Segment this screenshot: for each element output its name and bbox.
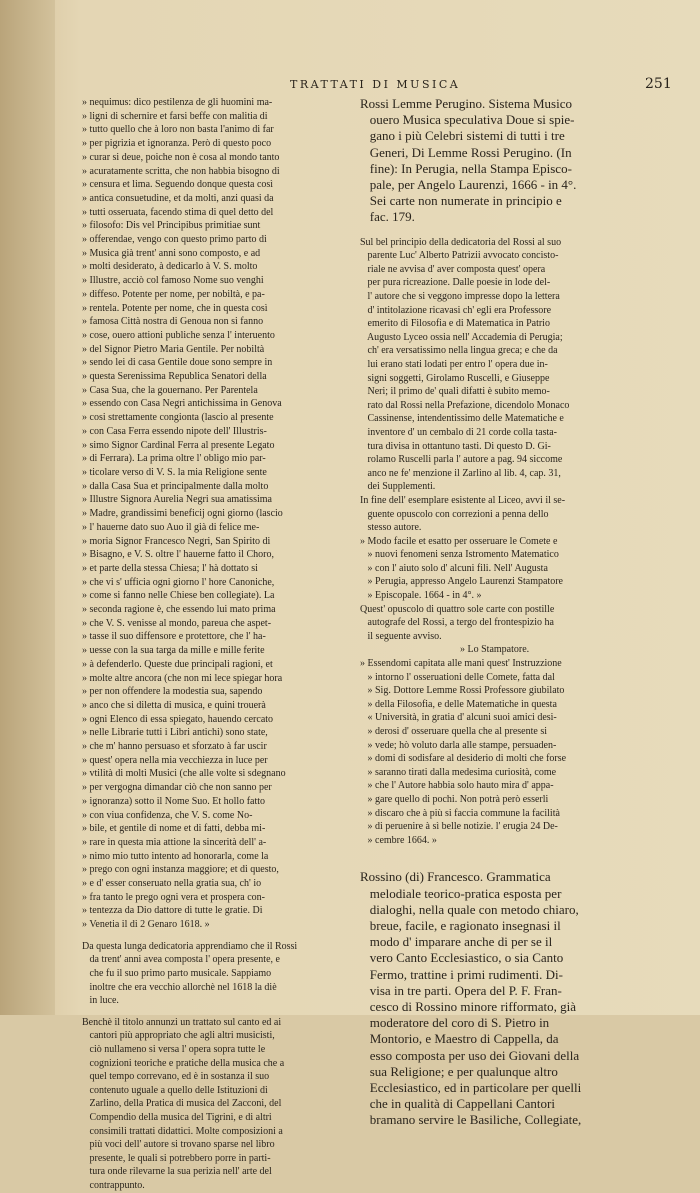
commentary-note: Benchè il titolo annunzi un trattato sul canto ed ai cantori più appropriato che agli altri musicisti, ciò nullameno si versa l' opera sopra tutte le cognizioni teoriche e pratiche della musica che a quel tempo correvano, ed è in sostanza il suo contenuto uguale a quello delle Istituzioni di Zarlino, della Pratica di musica del Zacconi, del Compendio della musica del Tigrini, e di altri consimili trattati didattici. Molte composizioni a più voci dell' autore si trovano sparse nel libro presente, le quali si potrebbero porre in parti- tura onde rilevarne la sua perizia nell' arte del contrappunto. [82, 1016, 285, 1191]
commentary-note: In fine dell' esemplare esistente al Liceo, avvi il se- guente opuscolo con correzioni a penna dello stesso autore. [360, 494, 566, 534]
right-column [360, 96, 672, 1129]
opuscolo-title: » Modo facile et esatto per osseruare le Comete e » nuovi fenomeni senza Istromento Matematico » con l' aiuto solo d' alcuni fili. Nell' Augusta » Perugia, appresso Angelo Laurenzi Stampatore » Episcopale. 1664 - in 4°. » [360, 535, 563, 602]
page-number: 251 [645, 76, 672, 92]
catalog-entry-rossino: Rossino (di) Francesco. Grammatica melodiale teorico-pratica esposta per dialoghi, nella quale con metodo chiaro, breue, facile, e ragionato insegnasi il modo d' imparare anche di per se il vero Canto Ecclesiastico, o sia Canto Fermo, trattine i primi rudimenti. Di- visa in tre parti. Opera del P. F. Fran- cesco di Rossino minore rifformato, già moderatore del coro di S. Pietro in Montorio, e Maestro di Cappella, da esso composta per uso dei Giovani della sua Religione; e per qualunque altro Ecclesiastico, ed in particolare per quelli che in qualità di Cappellani Cantori bramano servire le Basiliche, Collegiate, [360, 869, 582, 1128]
commentary-note: Sul bel principio della dedicatoria del Rossi al suo parente Luc' Alberto Patrizii avvocato concisto- riale ne avvisa d' aver composta quest' opera per pura ricreazione. Dalle poesie in lode del- l' autore che si veggono impresse dopo la lettera d' intitolazione ricavasi ch' egli era Professore emerito di Filosofia e di Matematica in Patrio Augusto Lyceo ossia nell' Accademia di Perugia; ch' era versatissimo nella lingua greca; e che da lui erano stati lodati per entro l' opera due in- signi soggetti, Girolamo Ruscelli, e Giuseppe Neri; il primo de' quali difatti è subito memo- rato dal Rossi nella Prefazione, dicendolo Monaco Cassinense, intendentissimo delle Matematiche e inventore d' un cembalo di 21 corde colla tasta- tura divisa in ottantuno tasti. Di questo D. Gi- rolamo Ruscelli parla l' autore a pag. 94 siccome anco ne fe' menzione il Zarlino al lib. 4, cap. 31, dei Supplementi. [360, 236, 570, 493]
left-column [82, 96, 350, 1193]
running-title: TRATTATI DI MUSICA [290, 78, 461, 91]
catalog-entry-rossi: Rossi Lemme Perugino. Sistema Musico ouero Musica speculativa Doue si spie- gano i più Celebri sistemi di tutti i tre Generi, Di Lemme Rossi Perugino. (In fine): In Perugia, nella Stampa Episco- pale, per Angelo Laurenzi, 1666 - in 4°. Sei carte non numerate in principio e fac. 179. [360, 96, 577, 225]
commentary-note: Da questa lunga dedicatoria apprendiamo che il Rossi da trent' anni avea composta l' opera presente, e che fu il suo primo parto musicale. Sappiamo inoltre che era vecchio allorchè nel 1618 la diè in luce. [82, 940, 298, 1007]
book-gutter [0, 0, 55, 1015]
commentary-note: Quest' opuscolo di quattro sole carte con postille autografe del Rossi, a tergo del frontespizio ha il seguente avviso. [360, 603, 555, 642]
printer-notice: » Essendomi capitata alle mani quest' Instruzzione » intorno l' osseruationi delle Comete, fatta dal » Sig. Dottore Lemme Rossi Professore giubilato » della Filosofia, e delle Matematiche in questa « Università, in gratia d' alcuni suoi amici desi- » derosi d' osseruare quella che al presente si » vede; hò voluto darla alle stampe, persuaden- » domi di sodisfare al desiderio di molti che forse » saranno tirati dalla medesima curiosità, come » che l' Autore habbia solo hauto mira d' appa- » gare quello di pochi. Non potrà però esserli » discaro che à più si faccia commune la facilità » di peruenire à sì belle notizie. l' erugia 24 De- » cembre 1664. » [360, 658, 567, 846]
stampatore-heading: » Lo Stampatore. [460, 644, 530, 656]
dedication-letter: » nequimus: dico pestilenza de gli huomini ma- » ligni di schernire et farsi beffe con malitia di » tutto quello che à loro non basta l'animo di far » per pigrizia et ignoranza. Però di questo poco » curar si deue, poiche non è cosa al mondo tanto » acuratamente scritta, che non habbia bisogno di » censura et lima. Seguendo donque questa così » antica consuetudine, et da molti, anzi quasi da » tutti osseruata, facendo stima di quel detto del » filosofo: Dis vel Principibus primitiae sunt » offerendae, vengo con questo primo parto di » Musica già trent' anni sono composto, e ad » molti desiderato, à dedicarlo à V. S. molto » Illustre, acciò col famoso Nome suo venghi » diffeso. Potente per nome, per nobiltà, e pa- » rentela. Potente per nome, che in questa così » famosa Città nostra di Genoua non si fanno » cose, ouero attioni publiche senza l' interuento » del Signor Pietro Maria Gentile. Per nobiltà » sendo lei di casa Gentile doue sono sempre in » questa Serenissima Republica Senatori della » Casa Sua, che la gouernano. Per Parentela » essendo con Casa Negri antichissima in Genova » cosi strettamente congionta (lascio al presente » con Casa Ferra essendo nipote dell' Illustris- » simo Signor Cardinal Ferra al presente Legato » di Ferrara). La prima oltre l' obligo mio par- » ticolare verso di V. S. la mia Religione sente » dalla Casa Sua et principalmente dalla molto » Illustre Signora Aurelia Negri sua amatissima » Madre, grandissimi beneficij ogni giorno (lascio » l' hauerne dato suo Auo il già di felice me- » moria Signor Francesco Negri, San Spirito di » Bisagno, e V. S. oltre l' hauerne fatto il Choro, » et parte della stessa Chiesa; l' hà dottato si » che vi s' ufficia ogni giorno l' hore Canoniche, » come si fanno nelle Chiese ben collegiate). La » seconda ragione è, che essendo lui mato prima » che V. S. venisse al mondo, pareua che aspet- » tasse il suo diffensore e protettore, che l' ha- » uesse con la sua targa da mille e mille ferite » à defenderlo. Queste due principali ragioni, et » molte altre ancora (che non mi lece spiegar hora » per non offendere la modestia sua, sapendo » anco che si diletta di musica, e quini trouerà » ogni Elenco di essa spiegato, hauendo cercato » nelle Librarie tutti i Libri antichi) sono state, » che m' hanno persuaso et sforzato à far uscir » quest' opera nella mia vecchiezza in luce per » vtilità di molti Musici (che alle volte si sdegnano » per vergogna dimandar ciò che non sanno per » ignoranza) sotto il Nome Suo. Et hollo fatto » con viua confidenza, che V. S. come No- » bile, et gentile di nome et di fatti, debba mi- » rare in questa mia attione la sincerità dell' a- » nimo mio tutto intento ad honorarla, come la » prego con ogni instanza maggiore; et di questo, » e d' esser conseruato nella gratia sua, ch' io » fra tanto le prego ogni vera et prospera con- » tentezza da Dio dattore di tutte le gratie. Di » Venetia il di 2 Genaro 1618. » [82, 97, 286, 931]
